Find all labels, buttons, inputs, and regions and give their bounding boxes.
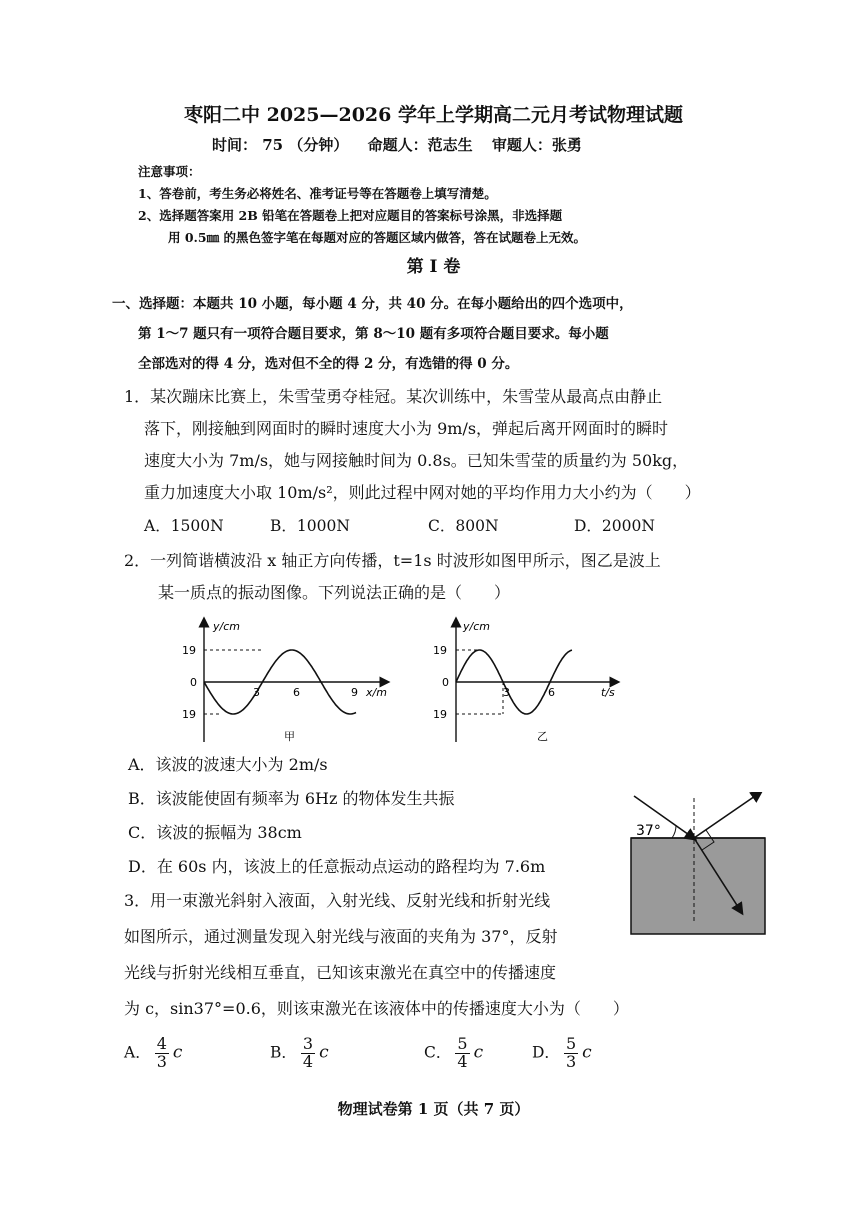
q1-line: 速度大小为 7m/s，她与网接触时间为 0.8s。已知朱雪莹的质量约为 50kg， xyxy=(144,451,689,470)
y-tick-zero: 0 xyxy=(190,676,197,689)
fraction: $\frac{3}{4}$ xyxy=(302,1034,314,1071)
refraction-figure xyxy=(626,792,772,940)
exam-time: 时间： 75 （分钟） xyxy=(212,136,349,154)
x-tick: 9 xyxy=(351,686,358,699)
q3-line: 光线与折射光线相互垂直，已知该束激光在真空中的传播速度 xyxy=(124,963,557,982)
q2-option-a: A．该波的波速大小为 2m/s xyxy=(128,755,328,774)
x-tick: 6 xyxy=(293,686,300,699)
q3-line: 为 c，sin37°=0.6，则该束激光在该液体中的传播速度大小为（ ） xyxy=(124,999,629,1018)
q1-line: 落下，刚接触到网面时的瞬时速度大小为 9m/s，弹起后离开网面时的瞬时 xyxy=(144,419,669,438)
q1-option-d: D．2000N xyxy=(574,517,655,535)
y-tick-bottom: 19 xyxy=(433,708,447,721)
y-tick-bottom: 19 xyxy=(182,708,196,721)
y-tick-zero: 0 xyxy=(442,676,449,689)
q3-option-c: C． $\frac{5}{4}$ c xyxy=(424,1034,484,1071)
exam-author: 命题人：范志生 xyxy=(367,136,473,154)
exam-reviewer: 审题人：张勇 xyxy=(491,136,582,154)
q1-option-b: B．1000N xyxy=(270,517,350,535)
note-line: 2、选择题答案用 2B 铅笔在答题卷上把对应题目的答案标号涂黑，非选择题 xyxy=(138,208,563,223)
section-instruction: 全部选对的得 4 分，选对但不全的得 2 分，有选错的得 0 分。 xyxy=(138,356,519,372)
t-tick: 6 xyxy=(548,686,555,699)
note-line: 1、答卷前，考生务必将姓名、准考证号等在答题卷上填写清楚。 xyxy=(138,186,497,201)
x-axis-label: x/m xyxy=(366,686,387,699)
q2-option-b: B．该波能使固有频率为 6Hz 的物体发生共振 xyxy=(128,789,455,808)
graph-caption: 乙 xyxy=(537,730,548,743)
note-line: 用 0.5㎜ 的黑色签字笔在每题对应的答题区域内做答，答在试题卷上无效。 xyxy=(168,230,586,245)
section-instruction: 一、选择题：本题共 10 小题，每小题 4 分，共 40 分。在每小题给出的四个选项中， xyxy=(112,296,633,312)
y-axis-label: y/cm xyxy=(463,620,490,633)
y-axis-label: y/cm xyxy=(213,620,240,633)
q2-line: 2．一列简谐横波沿 x 轴正方向传播，t=1s 时波形如图甲所示，图乙是波上 xyxy=(124,551,661,570)
volume-heading: 第 I 卷 xyxy=(406,257,461,277)
fraction: $\frac{4}{3}$ xyxy=(156,1034,167,1071)
q2-option-d: D．在 60s 内，该波上的任意振动点运动的路程均为 7.6m xyxy=(128,857,546,876)
liquid-body xyxy=(631,838,765,934)
t-tick: 3 xyxy=(503,686,510,699)
notes-heading: 注意事项： xyxy=(138,164,201,179)
q3-option-b: B． $\frac{3}{4}$ c xyxy=(270,1034,329,1071)
q2-line: 某一质点的振动图像。下列说法正确的是（ ） xyxy=(158,583,511,602)
q1-line: 重力加速度大小取 10m/s²，则此过程中网对她的平均作用力大小约为（ ） xyxy=(144,483,701,502)
t-axis-label: t/s xyxy=(601,686,615,699)
wave-graph-a xyxy=(170,612,400,752)
paper-title: 枣阳二中 2025—2026 学年上学期高二元月考试物理试题 xyxy=(184,104,683,126)
q2-option-c: C．该波的振幅为 38cm xyxy=(128,823,302,842)
fraction: $\frac{5}{4}$ xyxy=(457,1034,468,1071)
graph-caption: 甲 xyxy=(284,730,295,743)
y-tick-top: 19 xyxy=(433,644,447,657)
reflected-ray xyxy=(694,794,758,838)
paper-subtitle xyxy=(212,134,596,155)
angle-label: 37° xyxy=(636,823,661,839)
fraction: $\frac{5}{3}$ xyxy=(565,1034,577,1071)
q3-line: 3．用一束激光斜射入液面，入射光线、反射光线和折射光线 xyxy=(124,891,551,910)
q1-option-c: C．800N xyxy=(428,517,499,535)
section-instruction: 第 1～7 题只有一项符合题目要求，第 8～10 题有多项符合题目要求。每小题 xyxy=(138,326,609,342)
page-footer: 物理试卷第 1 页（共 7 页） xyxy=(337,1100,530,1118)
vibration-graph-b xyxy=(425,612,625,752)
q3-option-a: A． $\frac{4}{3}$ c xyxy=(124,1034,183,1071)
q1-line: 1．某次蹦床比赛上，朱雪莹勇夺桂冠。某次训练中，朱雪莹从最高点由静止 xyxy=(124,387,663,406)
q3-line: 如图所示，通过测量发现入射光线与液面的夹角为 37°，反射 xyxy=(124,927,558,946)
x-tick: 3 xyxy=(253,686,260,699)
q3-option-d: D． $\frac{5}{3}$ c xyxy=(532,1034,592,1071)
y-tick-top: 19 xyxy=(182,644,196,657)
q1-option-a: A．1500N xyxy=(144,517,224,535)
angle-arc xyxy=(672,825,676,838)
